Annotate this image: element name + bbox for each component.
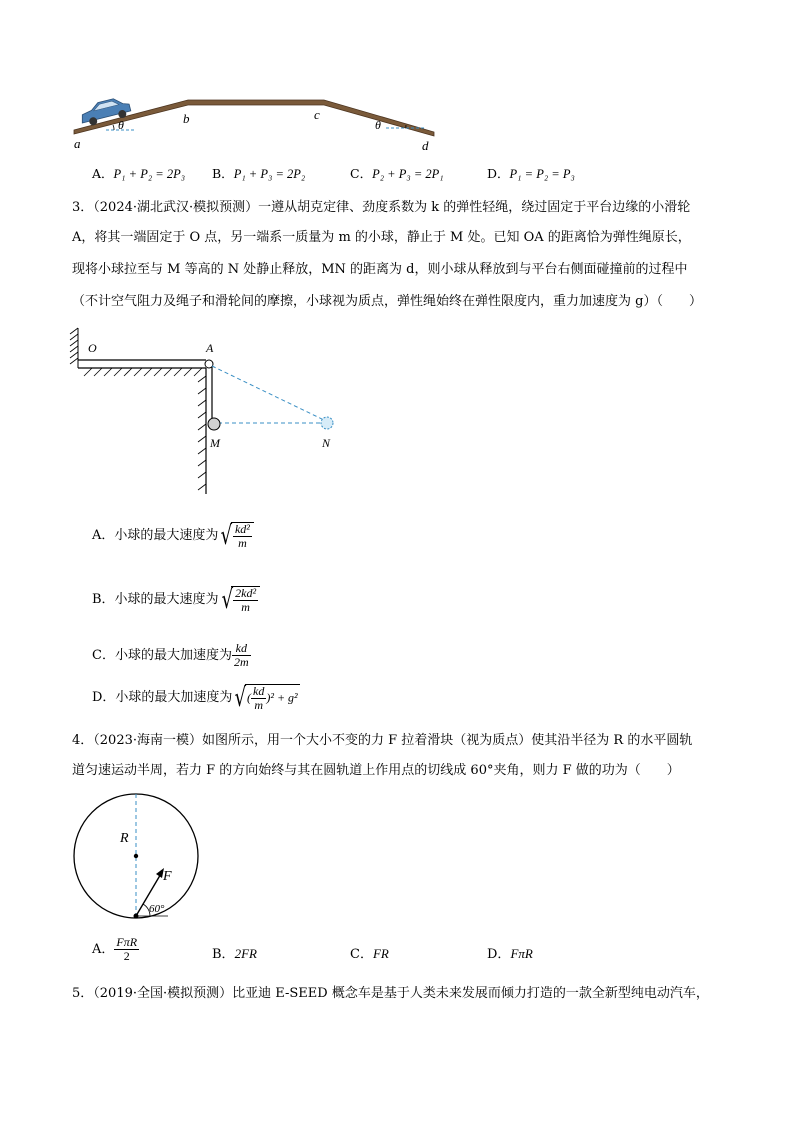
- q2-option-b: B．P₁ + P₃ = 2P₂: [212, 166, 306, 181]
- q3-stem-line-1: 3．（2024·湖北武汉·模拟预测）一遵从胡克定律、劲度系数为 k 的弹性轻绳，绕过固定于平台边缘的小滑轮: [72, 200, 691, 215]
- label-o: O: [88, 341, 97, 355]
- q4-option-a: A． $\frac{\text{FπR}}{2}$: [92, 935, 138, 963]
- circle-figure: [70, 788, 206, 924]
- pulley-a: [205, 360, 213, 368]
- q2-option-a: A．P₁ + P₂ = 2P₃: [92, 166, 186, 181]
- q5-stem-line-1: 5．（2019·全国·模拟预测）比亚迪 E-SEED 概念车是基于人类未来发展而倾力打造的一款全新型纯电动汽车，: [72, 986, 709, 1001]
- q3-option-a: A．小球的最大速度为 √ $\frac{\text{kd²}}{m}$: [92, 522, 254, 550]
- q3-option-c: C．小球的最大加速度为 $\frac{kd}{2m}$: [92, 641, 249, 669]
- ball-m: [208, 418, 220, 430]
- label-angle: 60°: [149, 903, 165, 915]
- label-m: M: [210, 436, 220, 450]
- label-n: N: [322, 436, 331, 450]
- q4-option-d: D．FπR: [487, 946, 533, 962]
- label-r: R: [120, 831, 129, 846]
- q2-option-c: C．P₂ + P₃ = 2P₁: [350, 166, 444, 181]
- q4-option-c: C．FR: [350, 946, 389, 962]
- q3-stem-line-2: A，将其一端固定于 O 点，另一端系一质量为 m 的小球，静止于 M 处。已知 OA 的距离恰为弹性绳原长，: [72, 230, 691, 245]
- label-a: a: [74, 136, 81, 151]
- q2-option-d: D．P₁ = P₂ = P₃: [487, 166, 575, 181]
- q4-stem-line-1: 4．（2023·海南一模）如图所示，用一个大小不变的力 F 拉着滑块（视为质点）使其沿半径为 R 的水平圆轨: [72, 733, 693, 748]
- q3-stem-line-3: 现将小球拉至与 M 等高的 N 处静止释放，MN 的距离为 d，则小球从释放到与平台右侧面碰撞前的过程中: [72, 262, 688, 277]
- ball-n: [321, 417, 333, 429]
- label-f: F: [163, 869, 172, 884]
- label-b: b: [183, 111, 190, 126]
- label-c: c: [314, 107, 320, 122]
- label-theta-left: θ: [118, 118, 124, 132]
- pulley-figure: [66, 322, 356, 502]
- q4-stem-line-2: 道匀速运动半周，若力 F 的方向始终与其在圆轨道上作用点的切线成 60°夹角，则力 F 做的功为（ ）: [72, 763, 680, 778]
- q4-option-b: B．2FR: [212, 946, 257, 962]
- q3-option-b: B．小球的最大速度为 √ $\frac{\text{2kd²}}{m}$: [92, 586, 260, 614]
- label-a: A: [206, 341, 214, 355]
- road-figure: [66, 92, 446, 156]
- q3-stem-line-4: （不计空气阻力及绳子和滑轮间的摩擦，小球视为质点，弹性绳始终在弹性限度内，重力加速度为 g）（ ）: [72, 294, 702, 309]
- label-theta-right: θ: [375, 118, 381, 132]
- label-d: d: [422, 138, 429, 153]
- q3-option-d: D．小球的最大加速度为 √ ( $\frac{kd}{m}$ )² + g²: [92, 683, 298, 713]
